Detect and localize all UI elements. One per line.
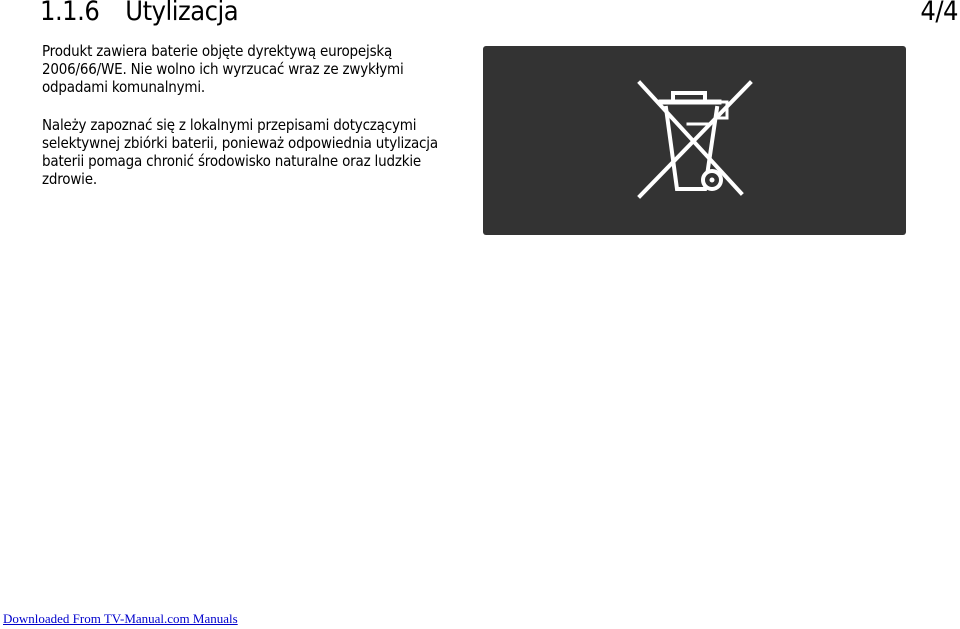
weee-symbol-panel (483, 46, 906, 235)
footer-download-link[interactable]: Downloaded From TV-Manual.com Manuals (3, 611, 238, 626)
section-heading (40, 0, 238, 27)
battery-directive-paragraph: Produkt zawiera baterie objęte dyrektywą europejską 2006/66/WE. Nie wolno ich wyrzucać wraz ze zwykłymi odpadami komunalnymi. (42, 42, 404, 96)
recycling-info-paragraph: Należy zapoznać się z lokalnymi przepisami dotyczącymi selektywnej zbiórki baterii, ponieważ odpowiednia utylizacja baterii pomaga chronić środowisko naturalne oraz ludzkie zdrowie. (42, 116, 438, 188)
section-number: 1.1.6 (40, 0, 100, 27)
section-title: Utylizacja (125, 0, 239, 27)
crossed-out-wheelie-bin-icon (483, 46, 906, 235)
page-indicator: 4/4 (920, 0, 958, 27)
